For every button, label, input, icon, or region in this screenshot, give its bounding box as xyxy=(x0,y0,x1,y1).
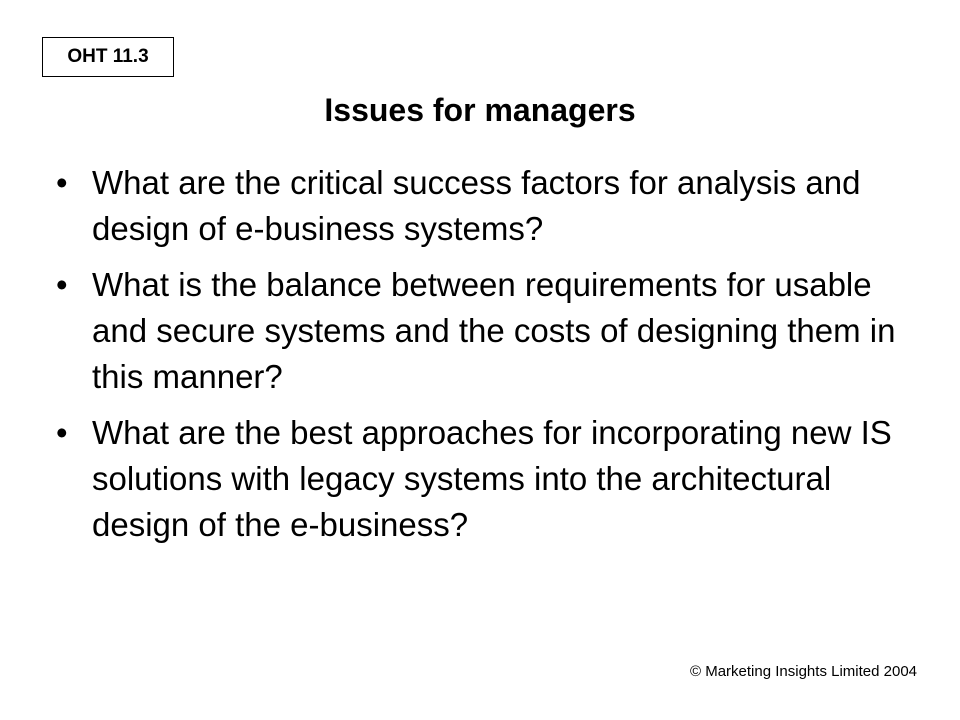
slide-number-label: OHT 11.3 xyxy=(67,46,149,67)
bullet-item xyxy=(52,160,922,252)
slide-title: Issues for managers xyxy=(324,92,636,128)
bullet-icon: • xyxy=(56,414,68,451)
bullet-text: What are the best approaches for incorporating new IS solutions with legacy systems into the architectural design of the e-business? xyxy=(92,414,892,543)
slide-number-badge xyxy=(42,37,174,77)
bullet-text: What is the balance between requirements for usable and secure systems and the costs of designing them in this manner? xyxy=(92,266,896,395)
bullet-icon: • xyxy=(56,164,68,201)
copyright-notice: © Marketing Insights Limited 2004 xyxy=(690,663,917,680)
bullet-item xyxy=(52,410,922,548)
bullet-icon: • xyxy=(56,266,68,303)
bullet-item xyxy=(52,262,922,400)
bullet-list xyxy=(52,160,922,558)
bullet-text: What are the critical success factors for analysis and design of e-business systems? xyxy=(92,164,861,247)
